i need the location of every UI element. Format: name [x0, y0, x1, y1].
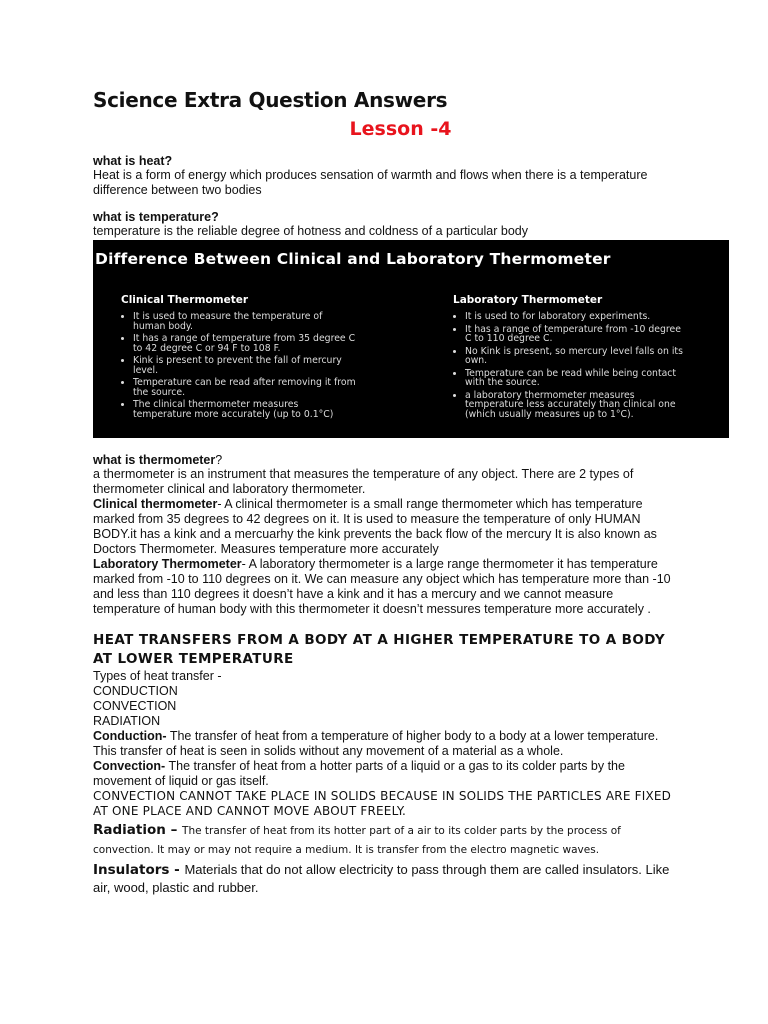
clinical-column	[121, 294, 356, 422]
list-item: • It has a range of temperature from 35 degree C to 42 degree C or 94 F to 108 F.	[133, 334, 356, 353]
list-item: • It is used to for laboratory experiments.	[465, 312, 688, 322]
question-thermometer: what is thermometer?	[93, 453, 223, 467]
list-item: • Temperature can be read while being contact with the source.	[465, 369, 688, 388]
clinical-definition: Clinical thermometer- A clinical thermometer is a small range thermometer which has temperature marked from 35 degrees to 42 degrees on it. It is used to measure the temperature of only HUMAN BODY.it has a kink and a mercuarhy the kink prevents the back flow of the mercury It is also known as Doctors Thermometer. Measures temperature more accurately	[93, 497, 657, 556]
list-item: • Temperature can be read after removing it from the source.	[133, 378, 356, 397]
laboratory-definition: Laboratory Thermometer- A laboratory thermometer is a large range thermometer it has temperature marked from -10 to 110 degrees on it. We can measure any object which has temperature more than -10 and less than 110 degrees it doesn’t have a kink and it has a mercury and we cannot measure temperature of human body with this thermometer it doesn’t messures temperature more accurately .	[93, 557, 671, 616]
convection-definition: Convection- The transfer of heat from a hotter parts of a liquid or a gas to its colder parts by the movement of liquid or gas itself.	[93, 759, 625, 788]
question-temperature: what is temperature?	[93, 210, 219, 224]
type-convection: CONVECTION	[93, 699, 177, 713]
question-heat: what is heat?	[93, 154, 173, 168]
list-item: • The clinical thermometer measures temperature more accurately (up to 0.1°C)	[133, 400, 356, 419]
laboratory-column	[453, 294, 688, 422]
laboratory-label: Laboratory Thermometer	[93, 557, 242, 571]
comparison-title: Difference Between Clinical and Laboratory Thermometer	[95, 250, 611, 268]
list-item: • No Kink is present, so mercury level falls on its own.	[465, 347, 688, 366]
types-intro: Types of heat transfer -	[93, 669, 222, 683]
insulators-definition: Insulators - Materials that do not allow electricity to pass through them are called insulators. Like air, wood, plastic and rubber.	[93, 862, 670, 895]
laboratory-column-heading: Laboratory Thermometer	[453, 294, 603, 306]
type-radiation: RADIATION	[93, 714, 161, 728]
clinical-label: Clinical thermometer	[93, 497, 218, 511]
type-conduction: CONDUCTION	[93, 684, 178, 698]
list-item: • It has a range of temperature from -10 degree C to 110 degree C.	[465, 325, 688, 344]
list-item: • It is used to measure the temperature of human body.	[133, 312, 356, 331]
laboratory-list	[453, 312, 688, 419]
answer-temperature: temperature is the reliable degree of hotness and coldness of a particular body	[93, 224, 528, 238]
list-item: • Kink is present to prevent the fall of mercury level.	[133, 356, 356, 375]
thermometer-comparison-image	[93, 240, 729, 438]
list-item: • a laboratory thermometer measures temperature less accurately than clinical one (which usually measures up to 1°C).	[465, 391, 688, 420]
conduction-definition: Conduction- The transfer of heat from a temperature of higher body to a body at a lower temperature. This transfer of heat is seen in solids without any movement of a material as a whole.	[93, 729, 659, 758]
answer-heat: Heat is a form of energy which produces sensation of warmth and flows when there is a temperature difference between two bodies	[93, 168, 648, 197]
radiation-definition: Radiation – The transfer of heat from its hotter part of a air to its colder parts by the process of convection. It may or may not require a medium. It is transfer from the electro magnetic waves.	[93, 822, 621, 856]
answer-thermometer: a thermometer is an instrument that measures the temperature of any object. There are 2 types of thermometer clinical and laboratory thermometer.	[93, 467, 634, 496]
clinical-list	[121, 312, 356, 419]
heat-transfer-heading: HEAT TRANSFERS FROM A BODY AT A HIGHER TEMPERATURE TO A BODY AT LOWER TEMPERATURE	[93, 632, 666, 667]
document-page	[93, 88, 683, 896]
lesson-heading: Lesson -4	[349, 118, 452, 140]
convection-note: CONVECTION CANNOT TAKE PLACE IN SOLIDS BECAUSE IN SOLIDS THE PARTICLES ARE FIXED AT ONE PLACE AND CANNOT MOVE ABOUT FREELY.	[93, 789, 672, 818]
page-title: Science Extra Question Answers	[93, 88, 448, 112]
clinical-column-heading: Clinical Thermometer	[121, 294, 249, 306]
